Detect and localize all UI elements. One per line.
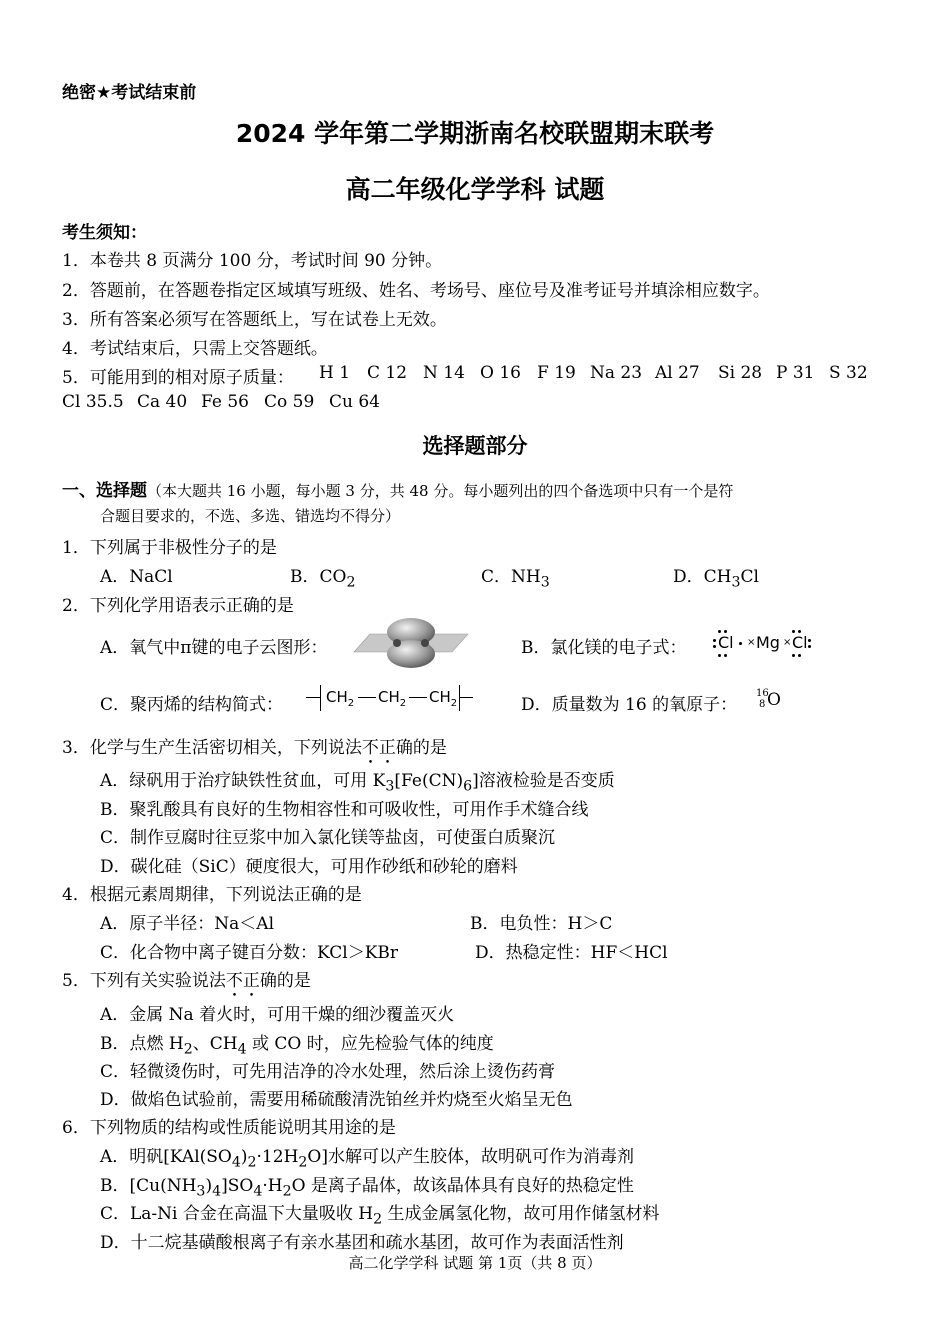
notice-item-4: 4．考试结束后，只需上交答题纸。	[62, 339, 328, 359]
atomic-number: 8	[759, 699, 766, 710]
mass-co: Co 59	[264, 392, 315, 412]
q2-option-c: C．聚丙烯的结构简式：	[100, 695, 284, 715]
q6-option-c: C．La-Ni 合金在高温下大量吸收 $H_2$ 生成金属氢化物，故可用作储氢材料	[100, 1204, 660, 1228]
q5-option-b: B．点燃 $H_2$、$CH_4$ 或 CO 时，应先检验气体的纯度	[100, 1034, 494, 1058]
page-footer: 高二化学学科 试题 第 1页（共 8 页）	[348, 1254, 602, 1272]
q6-option-b: B．$[Cu(NH_3)_4]SO_4\cdot H_2O$ 是离子晶体，故该晶体具有良好的热稳定性	[100, 1176, 634, 1200]
oxygen-isotope-notation	[756, 688, 786, 714]
mass-cl: Cl 35.5	[62, 392, 124, 412]
q1-option-d: D．$CH_3Cl$	[673, 567, 759, 591]
q1-option-b: B．$CO_2$	[290, 567, 356, 591]
mass-number: 16	[756, 688, 769, 699]
notice-item-5-label: 5．可能用到的相对原子质量：	[62, 368, 294, 388]
cl-symbol-right: Cl	[792, 633, 808, 652]
q4-option-d: D．热稳定性：HF＜HCl	[475, 943, 668, 963]
q2-stem: 2．下列化学用语表示正确的是	[62, 596, 294, 616]
section-title: 选择题部分	[422, 434, 528, 458]
q6-stem: 6．下列物质的结构或性质能说明其用途的是	[62, 1118, 396, 1138]
mass-p: P 31	[776, 363, 815, 383]
polypropylene-formula: $CH_2$ $CH_2$ $CH_2$	[306, 684, 476, 714]
notice-item-2: 2．答题前，在答题卷指定区域填写班级、姓名、考场号、座位号及准考证号并填涂相应数字。	[62, 281, 770, 301]
element-symbol: O	[767, 690, 781, 710]
mass-cu: Cu 64	[329, 392, 380, 412]
part-desc-1: （本大题共 16 小题，每小题 3 分，共 48 分。每小题列出的四个备选项中只有一个是符	[147, 482, 734, 500]
q5-option-a: A．金属 Na 着火时，可用干燥的细沙覆盖灭火	[100, 1005, 455, 1025]
secret-label: 绝密★考试结束前	[62, 83, 197, 103]
q2-option-b: B．氯化镁的电子式：	[521, 638, 687, 658]
mass-n: N 14	[423, 363, 465, 383]
q4-stem: 4．根据元素周期律，下列说法正确的是	[62, 885, 362, 905]
pi-bond-cloud-image	[352, 614, 470, 672]
part-header	[62, 476, 733, 501]
part-desc-2: 合题目要求的，不选、多选、错选均不得分）	[100, 507, 401, 525]
mass-ca: Ca 40	[137, 392, 188, 412]
q1-option-a: A．NaCl	[100, 567, 173, 587]
q3-option-c: C．制作豆腐时往豆浆中加入氯化镁等盐卤，可使蛋白质聚沉	[100, 828, 556, 848]
exam-subtitle: 高二年级化学学科 试题	[345, 175, 605, 204]
mass-f: F 19	[537, 363, 576, 383]
mass-s: S 32	[829, 363, 868, 383]
q4-option-b: B．电负性：H＞C	[470, 914, 613, 934]
exam-title: 2024 学年第二学期浙南名校联盟期末联考	[235, 119, 715, 148]
q2-option-d: D．质量数为 16 的氧原子：	[521, 695, 738, 715]
mgcl2-electron-formula: Cl Mg Cl × ×	[712, 628, 814, 658]
q3-option-b: B．聚乳酸具有良好的生物相容性和可吸收性，可用作手术缝合线	[100, 800, 589, 820]
notice-item-1: 1．本卷共 8 页满分 100 分，考试时间 90 分钟。	[62, 251, 443, 271]
q1-stem: 1．下列属于非极性分子的是	[62, 538, 277, 558]
mass-h: H 1	[319, 363, 351, 383]
notice-item-3: 3．所有答案必须写在答题纸上，写在试卷上无效。	[62, 310, 447, 330]
mass-na: Na 23	[590, 363, 643, 383]
q6-option-d: D．十二烷基磺酸根离子有亲水基团和疏水基团，故可作为表面活性剂	[100, 1233, 624, 1253]
q3-option-d: D．碳化硅（SiC）硬度很大，可用作砂纸和砂轮的磨料	[100, 857, 518, 877]
mass-c: C 12	[367, 363, 408, 383]
q5-option-c: C．轻微烫伤时，可先用洁净的冷水处理，然后涂上烫伤药膏	[100, 1062, 556, 1082]
q6-option-a: A．明矾$[KAl(SO_4)_2\cdot 12H_2O]$水解可以产生胶体，故明矾可作为消毒剂	[100, 1147, 634, 1171]
mass-fe: Fe 56	[201, 392, 249, 412]
q4-option-c: C．化合物中离子键百分数：KCl＞KBr	[100, 943, 399, 963]
q5-option-d: D．做焰色试验前，需要用稀硫酸清洗铂丝并灼烧至火焰呈无色	[100, 1090, 573, 1110]
cl-symbol-left: Cl	[718, 633, 734, 652]
q4-option-a: A．原子半径：Na＜Al	[100, 914, 275, 934]
q3-option-a: A．绿矾用于治疗缺铁性贫血，可用 $K_3[Fe(CN)_6]$溶液检验是否变质	[100, 771, 615, 795]
q1-option-c: C．$NH_3$	[481, 567, 550, 591]
q5-stem: 5．下列有关实验说法不正确的是	[62, 971, 311, 991]
mass-o: O 16	[480, 363, 521, 383]
notice-heading: 考生须知：	[62, 223, 147, 243]
part-label: 一、选择题	[62, 481, 147, 501]
mg-symbol: Mg	[756, 633, 780, 652]
mass-si: Si 28	[718, 363, 763, 383]
q2-option-a: A．氧气中π键的电子云图形：	[100, 638, 328, 658]
mass-al: Al 27	[655, 363, 700, 383]
q3-stem: 3．化学与生产生活密切相关，下列说法不正确的是	[62, 738, 447, 758]
